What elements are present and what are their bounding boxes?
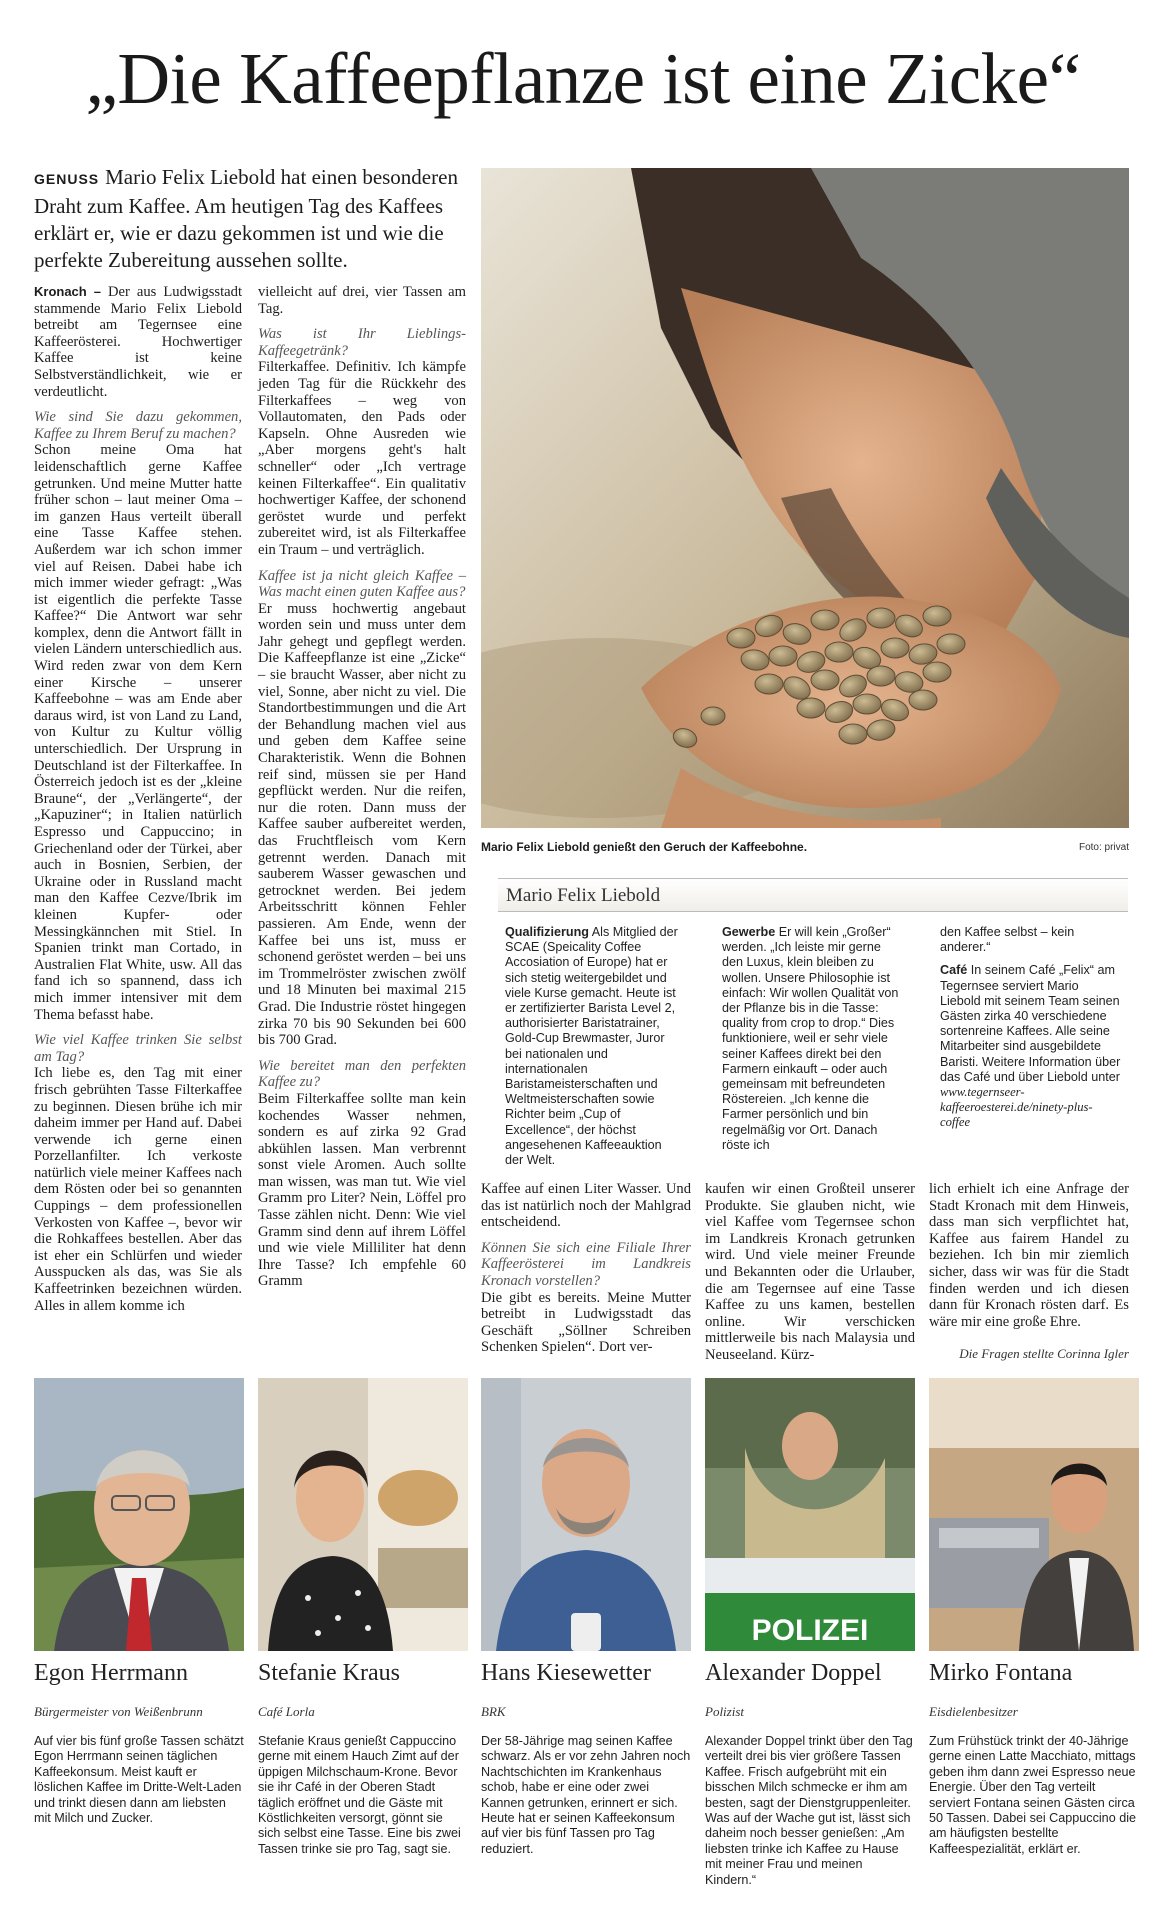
headline: „Die Kaffeepflanze ist eine Zicke“ (85, 38, 1081, 119)
author-signature: Die Fragen stellte Corinna Igler (959, 1346, 1129, 1361)
article-column-2 (258, 284, 466, 1292)
caption-text: Mario Felix Liebold genießt den Geruch der Kaffeebohne. (481, 840, 808, 854)
person-photo (34, 1378, 244, 1651)
person-role: Café Lorla (258, 1704, 315, 1719)
answer: Die gibt es bereits. Meine Mutter betreibt in Ludwigsstadt das Geschäft „Söllner Schreiben Schenken Spielen“. Dort ver- (481, 1289, 691, 1356)
main-photo (481, 168, 1129, 828)
coffee-beans-photo (481, 168, 1129, 828)
infobox-gewerbe (722, 925, 900, 1161)
infobox-cafe (940, 925, 1122, 1139)
answer: Kaffee auf einen Liter Wasser. Und das ist natürlich noch der Mahlgrad entscheidend. (481, 1181, 691, 1231)
person-name: Hans Kiesewetter (481, 1660, 651, 1686)
cafe-link[interactable]: www.tegernseer-kaffeeroesterei.de/ninety-plus-coffee (940, 1085, 1093, 1130)
label: Gewerbe (722, 925, 776, 939)
answer: Ich liebe es, den Tag mit einer frisch gebrühten Tasse Filterkaffee zu beginnen. Diesen brühe ich mir daheim immer per Hand auf. Dabei verwende ich gerne einen Porzellanfilter. Ich verkoste natürlich viele meiner Kaffees nach dem Rösten oder bei so genannten Cuppings – dem professionellen Verkosten von Kaffee –, bevor wir die Rohkaffees bestellen. Aber das ist eher ein Schlürfen und wieder Ausspucken als das, was Sie als Kaffeetrinken bezeichnen würden. Alles in allem komme ich (34, 1065, 242, 1314)
teaser (34, 164, 466, 274)
intro-text: Der aus Ludwigsstadt stammende Mario Felix Liebold betreibt am Tegernsee eine Kaffeerösterei. Hochwertiger Kaffee ist keine Selbstverständlichkeit, wie er verdeutlicht. (34, 284, 242, 400)
person-name: Egon Herrmann (34, 1660, 188, 1686)
answer: Filterkaffee. Definitiv. Ich kämpfe jeden Tag für die Rückkehr des Filterkaffees – weg von Vollautomaten, den Pads oder Kapseln. Ohne Ausreden wie „Aber morgens geht's halt schneller“ oder „Ich vertrage keinen Filterkaffee“. Ein qualitativ hochwertiger Kaffee, der schonend geröstet wurde und perfekt zubereitet wird, ist als Filterkaffee ein Traum – und verträglich. (258, 359, 466, 558)
person-photo (705, 1378, 915, 1651)
person-photo (481, 1378, 691, 1651)
person-role: Polizist (705, 1704, 745, 1719)
question: Können Sie sich eine Filiale Ihrer Kaffeerösterei im Landkreis Kronach vorstellen? (481, 1239, 691, 1289)
answer: Er muss hochwertig angebaut worden sein und muss unter dem Jahr gehegt und gepflegt werden. Die Kaffeepflanze ist eine „Zicke“ – sie braucht Wasser, aber nicht zu viel, Sonne, aber nicht zu viel. Die Standortbestimmungen und die Art der Behandlung machen viel aus und geben dem Kaffee seine Charakteristik. Wenn die Bohnen reif sind, müssen sie per Hand gepflückt werden. Nur die reifen, nur die roten. Dann muss der Kaffee sauber aufbereitet werden, das Fruchtfleisch vom Kern getrennt werden. Danach mit sauberem Wasser gewaschen und getrocknet werden. Bei jedem Arbeitsschritt können Fehler passieren. Am Ende, wenn der Kaffee bei uns ist, muss er schonend geröstet werden – bei uns im Trommelröster zwischen zwölf und 18 Minuten bei maximal 215 Grad. Die Industrie röstet hingegen zirka 70 bis 90 Sekunden bei 600 bis 700 Grad. (258, 600, 466, 1049)
polizei-lettering: POLIZEI (751, 1614, 869, 1647)
answer: vielleicht auf drei, vier Tassen am Tag. (258, 284, 466, 317)
label: Qualifizierung (505, 925, 589, 939)
person-name: Mirko Fontana (929, 1660, 1073, 1686)
answer: lich erhielt ich eine Anfrage der Stadt Kronach mit dem Hinweis, dass man sich verpflichtet hat, Kaffee aus fairem Handel zu beziehen. Ich bin mir ziemlich sicher, dass wir was für die Stadt finden werden und ich diesen dann für Kronach rösten darf. Es wäre mir eine große Ehre. (929, 1181, 1129, 1330)
answer: kaufen wir einen Großteil unserer Produkte. Sie glauben nicht, wie viel Kaffee vom Tegernsee schon im Landkreis Kronach getrunken wird. Und viele meiner Freunde und Bekannten oder die Urlauber, die am Tegernsee auf eine Tasse Kaffee zu uns kamen, bestellen online. Wir verschicken mittlerweile bis nach Malaysia und Neuseeland. Kürz- (705, 1181, 915, 1363)
article-column-6 (929, 1181, 1129, 1332)
teaser-text: Mario Felix Liebold hat einen besonderen Draht zum Kaffee. Am heutigen Tag des Kaffees erklärt er, wie er dazu gekommen ist und wie die perfekte Zubereitung aussehen sollte. (34, 165, 458, 272)
article-column-5 (705, 1181, 915, 1366)
person-photo (258, 1378, 468, 1651)
question: Wie viel Kaffee trinken Sie selbst am Tag? (34, 1032, 242, 1065)
label: Café (940, 963, 968, 978)
photo-credit: Foto: privat (1078, 842, 1129, 853)
person-name: Stefanie Kraus (258, 1660, 400, 1686)
article-column-4 (481, 1181, 691, 1358)
answer: Beim Filterkaffee sollte man kein kochendes Wasser nehmen, sondern es auf zirka 92 Grad abkühlen lassen. Man verbrennt sonst viele Aromen. Auch sollte man wissen, was man tut. Wie viel Gramm pro Liter? Nein, Löffel pro Tasse zählen nicht. Denn: Wie viel Gramm sind denn auf ihrem Löffel und wie viele Milliliter hat denn Ihre Tasse? Ich empfehle 60 Gramm (258, 1090, 466, 1290)
person-statement: Alexander Doppel trinkt über den Tag verteilt drei bis vier größere Tassen Kaffee. Frisch aufgebrüht mit ein bisschen Milch schmecke er ihm am besten, sagt der Dienstgruppenleiter. Was auf der Wache gut ist, lässt sich daheim noch besser genießen: „Am liebsten trinke ich Kaffee zu Hause mit meiner Frau und meinen Kindern.“ (705, 1734, 913, 1887)
photo-caption (481, 840, 1129, 854)
gewerbe-continued: den Kaffee selbst – kein anderer.“ (940, 925, 1075, 955)
person-name: Alexander Doppel (705, 1660, 882, 1686)
person-photo (929, 1378, 1139, 1651)
person-role: Bürgermeister von Weißenbrunn (34, 1704, 203, 1719)
text: Er will kein „Großer“ werden. „Ich leiste mir gerne den Luxus, klein bleiben zu wollen. Unsere Philosophie ist einfach: Wir wollen Qualität von der Pflanze bis in die Tasse: quality from crop to drop.“ Dies funktioniere, weil er sehr viele seiner Kaffees direkt bei den Farmern einkauft – oder auch gemeinsam mit befreundeten Röstereien. „Ich kenne die Farmer persönlich und bin regelmäßig vor Ort. Danach röste ich (722, 925, 899, 1152)
person-statement: Zum Frühstück trinkt der 40-Jährige gerne einen Latte Macchiato, mittags geben ihm dann zwei Espresso neue Energie. Über den Tag verteilt serviert Fontana seinen Gästen circa 50 Tassen. Dabei sei Cappuccino die am häufigsten bestellte Kaffeespezialität, erklärt er. (929, 1734, 1136, 1856)
question: Wie sind Sie dazu gekommen, Kaffee zu Ihrem Beruf zu machen? (34, 409, 242, 442)
text: Als Mitglied der SCAE (Speicality Coffee Accosiation of Europe) hat er sich stetig weitergebildet und viele Kurse gemacht. Heute ist er zertifizierter Barista Level 2, authorisierter Baristatrainer, Gold-Cup Brewmaster, Juror bei nationalen und internationalen Baristameisterschaften und Weltmeisterschaften sowie Richter beim „Cup of Excellence“, der höchst angesehenen Kaffeeauktion der Welt. (505, 925, 678, 1168)
infobox-qualifizierung (505, 925, 683, 1176)
dateline: Kronach – (34, 284, 101, 299)
article-column-1 (34, 284, 242, 1316)
person-role: Eisdielenbesitzer (929, 1704, 1018, 1719)
text: In seinem Café „Felix“ am Tegernsee serviert Mario Liebold mit seinem Team seinen Gästen zirka 40 verschiedene sortenreine Kaffees. Alle seine Mitarbeiter sind ausgebildete Baristi. Weitere Information über das Café und über Liebold unter (940, 963, 1121, 1084)
answer: Schon meine Oma hat leidenschaftlich gerne Kaffee getrunken. Und meine Mutter hatte früher schon – laut meiner Oma – im ganzen Haus verteilt überall eine Tasse Kaffee stehen. Außerdem war ich schon immer viel auf Reisen. Dabei habe ich mich immer wieder gefragt: „Was ist eigentlich die perfekte Tasse Kaffee?“ Die Antwort war sehr komplex, denn die Antwort fällt in vielen Ländern unterschiedlich aus. Wird reden zwar von dem Kern einer Kirsche – unserer Kaffeebohne – was am Ende aber daraus wird, ist von Land zu Land, von Kultur zu Kultur völlig unterschiedlich. Der Ursprung in Deutschland ist der Filterkaffee. In Österreich jedoch ist es der „kleine Braune“, der „Verlängerte“, der „Kapuziner“; in Italien natürlich Espresso und Cappuccino; in Griechenland oder der Türkei, aber auch in Bosnien, Serbien, der Ukraine oder in Russland macht man den Kaffee Cezve/Ibrik im kleinen Kupfer- oder Messingkännchen mit Stiel. In Spanien trinkt man Cortado, in Australien Flat White, usw. All das fand ich so spannend, dass ich mich immer intensiver mit dem Thema befasst habe. (34, 442, 242, 1023)
infobox-title: Mario Felix Liebold (498, 878, 1128, 912)
kicker: GENUSS (34, 171, 100, 187)
person-statement: Der 58-Jährige mag seinen Kaffee schwarz. Als er vor zehn Jahren noch Nachtschichten im Krankenhaus schob, habe er eine oder zwei Kannen getrunken, erinnert er sich. Heute hat er seinen Kaffeekonsum auf vier bis fünf Tassen pro Tag reduziert. (481, 1734, 691, 1856)
question: Was ist Ihr Lieblings-Kaffeegetränk? (258, 326, 466, 359)
person-role: BRK (481, 1704, 506, 1719)
person-statement: Stefanie Kraus genießt Cappuccino gerne mit einem Hauch Zimt auf der üppigen Milchschaum-Krone. Bevor sie ihr Café in der Oberen Stadt täglich eröffnet und die Gäste mit Köstlichkeiten versorgt, gönnt sie sich selbst eine Tasse. Eine bis zwei Tassen trinke sie pro Tag, sagt sie. (258, 1734, 461, 1856)
person-statement: Auf vier bis fünf große Tassen schätzt Egon Herrmann seinen täglichen Kaffeekonsum. Meist kauft er löslichen Kaffee im Dritte-Welt-Laden und trinkt diesen dann am liebsten mit Milch und Zucker. (34, 1734, 244, 1826)
question: Kaffee ist ja nicht gleich Kaffee – Was macht einen guten Kaffee aus? (258, 567, 466, 601)
question: Wie bereitet man den perfekten Kaffee zu? (258, 1057, 466, 1091)
